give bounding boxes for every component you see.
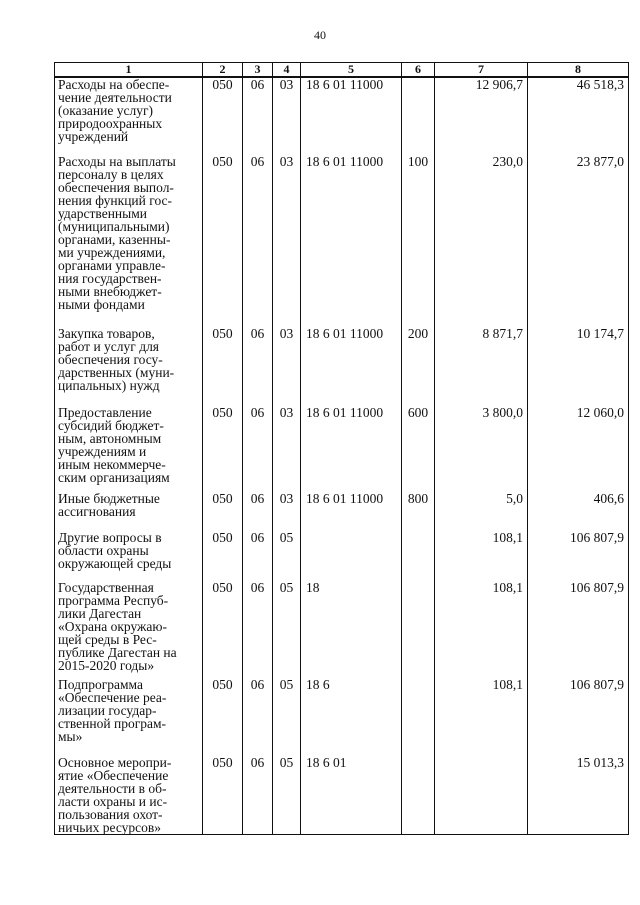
item-name	[55, 531, 203, 581]
table-row	[55, 531, 629, 581]
item-name	[55, 756, 203, 835]
cell-amount-8: 23 877,0	[528, 155, 629, 327]
item-name-text: Иные бюджетные ассигнования	[58, 491, 160, 519]
cell-subsection: 03	[273, 327, 301, 406]
cell-subsection: 03	[273, 492, 301, 531]
item-name-text: Другие вопросы в области охраны окружающей среды	[58, 530, 172, 571]
cell-section: 06	[243, 531, 273, 581]
cell-section: 06	[243, 756, 273, 835]
header-row	[55, 63, 629, 78]
cell-amount-7: 108,1	[435, 678, 528, 756]
cell-amount-7: 230,0	[435, 155, 528, 327]
item-name	[55, 406, 203, 492]
item-name	[55, 492, 203, 531]
column-header: 7	[435, 63, 528, 78]
cell-section: 06	[243, 327, 273, 406]
cell-target-article: 18 6	[301, 678, 402, 756]
cell-amount-7	[435, 756, 528, 835]
cell-ministry: 050	[203, 756, 243, 835]
table-row	[55, 77, 629, 155]
cell-amount-7: 8 871,7	[435, 327, 528, 406]
cell-subsection: 05	[273, 678, 301, 756]
cell-section: 06	[243, 492, 273, 531]
cell-target-article: 18	[301, 581, 402, 678]
item-name-text: Закупка товаров, работ и услуг для обеспечения госу- дарственных (муни- ципальных) нужд	[58, 326, 175, 393]
column-header: 6	[402, 63, 435, 78]
item-name-text: Основное меропри- ятие «Обеспечение деятельности в об- ласти охраны и ис- пользования охот- ничьих ресурсов»	[58, 755, 172, 835]
table-row	[55, 581, 629, 678]
budget-table	[54, 62, 629, 835]
cell-amount-7: 108,1	[435, 531, 528, 581]
cell-target-article: 18 6 01	[301, 756, 402, 835]
cell-amount-8: 106 807,9	[528, 531, 629, 581]
cell-expense-type	[402, 756, 435, 835]
cell-target-article	[301, 531, 402, 581]
table-row	[55, 406, 629, 492]
cell-ministry: 050	[203, 531, 243, 581]
cell-target-article: 18 6 01 11000	[301, 327, 402, 406]
cell-section: 06	[243, 155, 273, 327]
item-name-text: Расходы на обеспе- чение деятельности (оказание услуг) природоохранных учреждений	[58, 77, 172, 144]
cell-ministry: 050	[203, 678, 243, 756]
cell-target-article: 18 6 01 11000	[301, 155, 402, 327]
table-row	[55, 678, 629, 756]
item-name	[55, 155, 203, 327]
table-row	[55, 492, 629, 531]
item-name-text: Государственная программа Респуб- лики Дагестан «Охрана окружаю- щей среды в Рес- публике Дагестан на 2015-2020 годы»	[58, 580, 177, 673]
cell-section: 06	[243, 581, 273, 678]
cell-target-article: 18 6 01 11000	[301, 77, 402, 155]
cell-subsection: 05	[273, 756, 301, 835]
cell-amount-7: 5,0	[435, 492, 528, 531]
cell-amount-8: 406,6	[528, 492, 629, 531]
cell-expense-type: 600	[402, 406, 435, 492]
cell-subsection: 03	[273, 406, 301, 492]
cell-ministry: 050	[203, 327, 243, 406]
cell-subsection: 05	[273, 531, 301, 581]
cell-target-article: 18 6 01 11000	[301, 406, 402, 492]
item-name	[55, 327, 203, 406]
cell-ministry: 050	[203, 406, 243, 492]
page-number: 40	[314, 28, 326, 42]
column-header: 5	[301, 63, 402, 78]
cell-expense-type	[402, 531, 435, 581]
cell-target-article: 18 6 01 11000	[301, 492, 402, 531]
item-name-text: Подпрограмма «Обеспечение реа- лизации государ- ственной програм- мы»	[58, 677, 167, 744]
item-name-text: Расходы на выплаты персоналу в целях обеспечения выпол- нения функций гос- ударственными (муниципальными) органами, казенны- ми учреждениями, органами управле- ния государствен- ными внебюджет- ными фондами	[58, 154, 176, 312]
cell-expense-type	[402, 77, 435, 155]
cell-subsection: 05	[273, 581, 301, 678]
column-header: 8	[528, 63, 629, 78]
cell-amount-8: 12 060,0	[528, 406, 629, 492]
cell-section: 06	[243, 77, 273, 155]
cell-amount-7: 12 906,7	[435, 77, 528, 155]
cell-amount-8: 106 807,9	[528, 581, 629, 678]
cell-expense-type	[402, 581, 435, 678]
table-row	[55, 155, 629, 327]
cell-expense-type	[402, 678, 435, 756]
cell-ministry: 050	[203, 155, 243, 327]
cell-amount-7: 108,1	[435, 581, 528, 678]
cell-amount-7: 3 800,0	[435, 406, 528, 492]
table-row	[55, 327, 629, 406]
table-row	[55, 756, 629, 835]
column-header: 2	[203, 63, 243, 78]
column-header: 3	[243, 63, 273, 78]
cell-subsection: 03	[273, 155, 301, 327]
cell-ministry: 050	[203, 581, 243, 678]
cell-subsection: 03	[273, 77, 301, 155]
cell-expense-type: 100	[402, 155, 435, 327]
cell-amount-8: 106 807,9	[528, 678, 629, 756]
cell-amount-8: 15 013,3	[528, 756, 629, 835]
column-header: 1	[55, 63, 203, 78]
item-name	[55, 581, 203, 678]
cell-ministry: 050	[203, 492, 243, 531]
column-header: 4	[273, 63, 301, 78]
item-name	[55, 678, 203, 756]
item-name	[55, 77, 203, 155]
cell-amount-8: 46 518,3	[528, 77, 629, 155]
cell-section: 06	[243, 406, 273, 492]
item-name-text: Предоставление субсидий бюджет- ным, автономным учреждениям и иным некоммерче- ским организациям	[58, 405, 170, 485]
cell-expense-type: 800	[402, 492, 435, 531]
cell-amount-8: 10 174,7	[528, 327, 629, 406]
cell-ministry: 050	[203, 77, 243, 155]
cell-expense-type: 200	[402, 327, 435, 406]
cell-section: 06	[243, 678, 273, 756]
